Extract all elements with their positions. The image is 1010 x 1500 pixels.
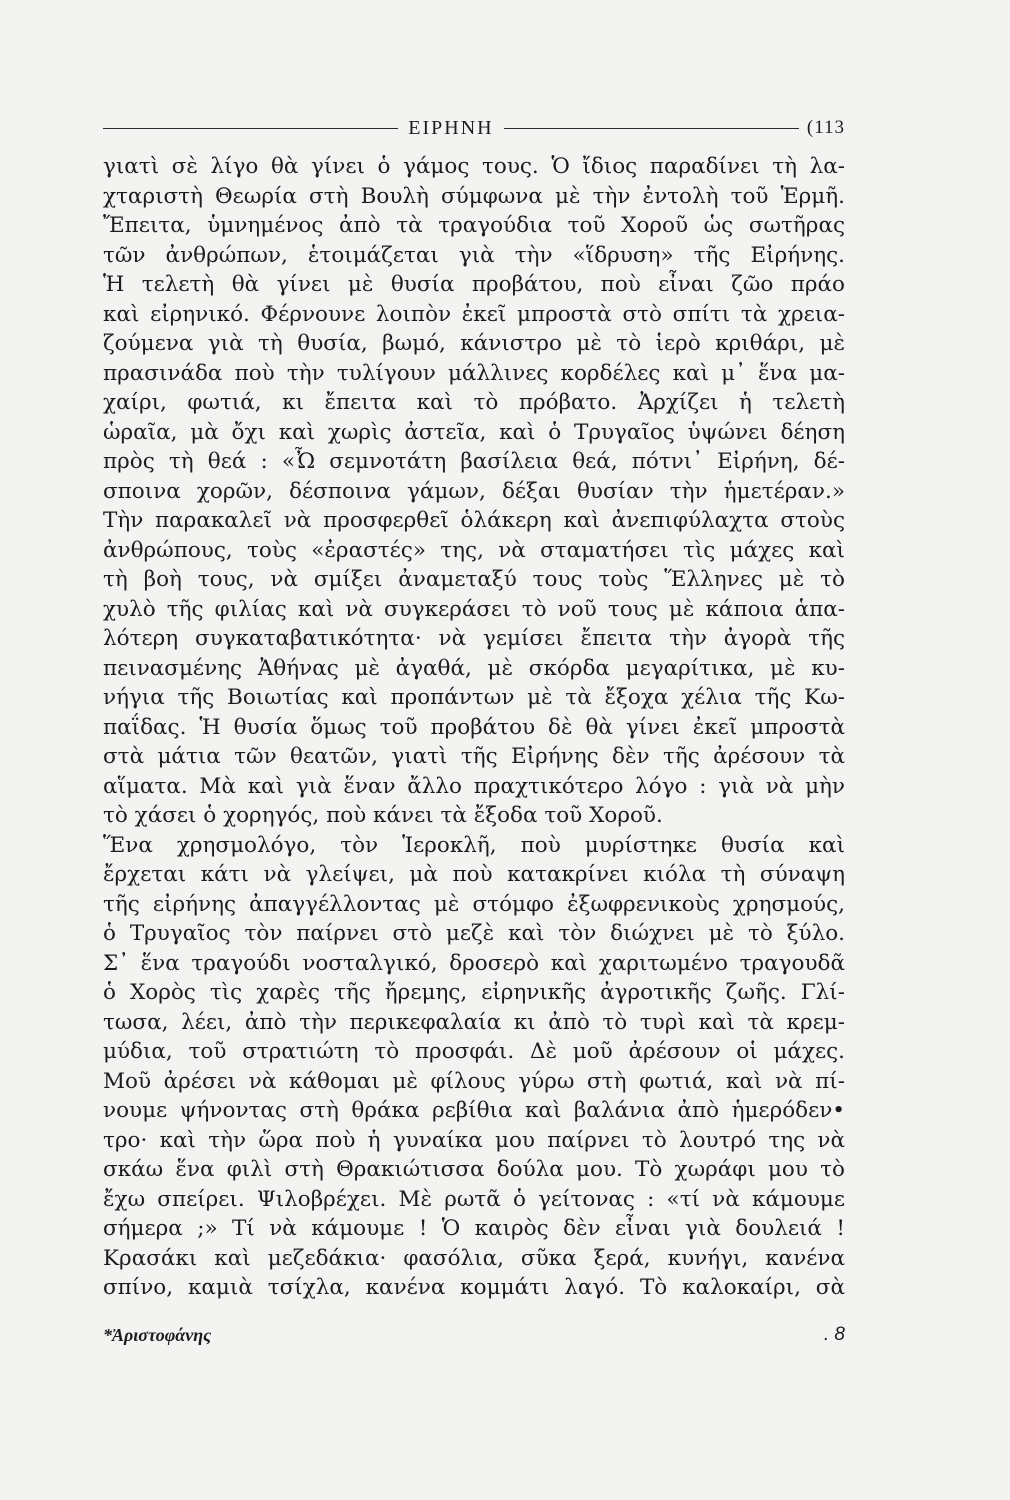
text-line: αἵματα. Μὰ καὶ γιὰ ἕναν ἄλλο πραχτικότερο λόγο : γιὰ νὰ μὴν [103,773,845,799]
text-line: τωσα, λέει, ἀπὸ τὴν περικεφαλαία κι ἀπὸ τὸ τυρὶ καὶ τὰ κρεμ- [103,1009,845,1035]
text-line: Ἕνα χρησμολόγο, τὸν Ἱεροκλῆ, ποὺ μυρίστηκε θυσία καὶ [103,832,845,858]
text-line: Τὴν παρακαλεῖ νὰ προσφερθεῖ ὁλάκερη καὶ ἀνεπιφύλαχτα στοὺς [103,508,845,533]
text-line: τῶν ἀνθρώπων, ἑτοιμάζεται γιὰ τὴν «ἵδρυση» τῆς Εἰρήνης. [103,242,845,268]
running-header [103,113,845,143]
header-rule-right [504,128,799,129]
text-line: νήγια τῆς Βοιωτίας καὶ προπάντων μὲ τὰ ἔξοχα χέλια τῆς Κω- [103,685,845,710]
text-line: σκάω ἕνα φιλὶ στὴ Θρακιώτισσα δούλα μου. Τὸ χωράφι μου τὸ [103,1157,845,1182]
text-line: σποινα χορῶν, δέσποινα γάμων, δέξαι θυσίαν τὴν ἡμετέραν.» [103,478,845,504]
text-line: καὶ εἰρηνικό. Φέρνουνε λοιπὸν ἐκεῖ μπροστὰ στὸ σπίτι τὰ χρεια- [103,301,845,327]
text-line: τρο· καὶ τὴν ὥρα ποὺ ἡ γυναίκα μου παίρνει τὸ λουτρό της νὰ [103,1127,845,1153]
text-line: σπίνο, καμιὰ τσίχλα, κανένα κομμάτι λαγό. Τὸ καλοκαίρι, σὰ [103,1275,845,1300]
page-number: (113 [806,117,845,138]
text-line: Ἔπειτα, ὑμνημένος ἀπὸ τὰ τραγούδια τοῦ Χοροῦ ὡς σωτῆρας [103,213,845,238]
text-line: ἔχω σπείρει. Ψιλοβρέχει. Μὲ ρωτᾶ ὁ γείτονας : «τί νὰ κάμουμε [103,1186,845,1212]
text-line: χυλὸ τῆς φιλίας καὶ νὰ συγκεράσει τὸ νοῦ τους μὲ κάποια ἁπα- [103,596,845,622]
text-line: πρὸς τὴ θεά : «Ὦ σεμνοτάτη βασίλεια θεά, πότνι᾽ Εἰρήνη, δέ- [103,449,845,474]
text-line: ἀνθρώπους, τοὺς «ἐραστές» της, νὰ σταματήσει τὶς μάχες καὶ [103,537,845,563]
signature-mark: *Ἀριστοφάνης [103,1324,212,1345]
text-line: πρασινάδα ποὺ τὴν τυλίγουν μάλλινες κορδέλες καὶ μ᾽ ἕνα μα- [103,360,845,386]
text-line: ὁ Τρυγαῖος τὸν παίρνει στὸ μεζὲ καὶ τὸν διώχνει μὲ τὸ ξύλο. [103,921,845,946]
text-line: μύδια, τοῦ στρατιώτη τὸ προσφάι. Δὲ μοῦ ἀρέσουν οἱ μάχες. [103,1039,845,1064]
text-line: ἔρχεται κάτι νὰ γλείψει, μὰ ποὺ κατακρίνει κιόλα τὴ σύναψη [103,862,845,887]
body-text [103,152,845,1303]
page-footer [103,1320,845,1350]
text-line: Κρασάκι καὶ μεζεδάκια· φασόλια, σῦκα ξερά, κυνήγι, κανένα [103,1245,845,1271]
text-line: Σ᾽ ἕνα τραγούδι νοσταλγικό, δροσερὸ καὶ χαριτωμένο τραγουδᾶ [103,950,845,976]
text-line: τὸ χάσει ὁ χορηγός, ποὺ κάνει τὰ ἔξοδα τοῦ Χοροῦ. [103,803,663,828]
text-line: γιατὶ σὲ λίγο θὰ γίνει ὁ γάμος τους. Ὁ ἴδιος παραδίνει τὴ λα- [103,154,845,179]
sheet-number: . 8 [823,1324,845,1345]
text-line: Ἡ τελετὴ θὰ γίνει μὲ θυσία προβάτου, ποὺ εἶναι ζῶο πράο [103,272,845,297]
text-line: παΐδας. Ἡ θυσία ὅμως τοῦ προβάτου δὲ θὰ γίνει ἐκεῖ μπροστὰ [103,714,845,740]
text-line: ὡραῖα, μὰ ὄχι καὶ χωρὶς ἀστεῖα, καὶ ὁ Τρυγαῖος ὑψώνει δέηση [103,419,845,445]
running-title: ΕΙΡΗΝΗ [408,116,494,139]
text-line: ὁ Χορὸς τὶς χαρὲς τῆς ἤρεμης, εἰρηνικῆς ἀγροτικῆς ζωῆς. Γλί- [103,980,845,1005]
header-rule-left [103,128,398,129]
text-line: χαίρι, φωτιά, κι ἔπειτα καὶ τὸ πρόβατο. Ἀρχίζει ἡ τελετὴ [103,390,845,415]
text-line: τῆς εἰρήνης ἀπαγγέλλοντας μὲ στόμφο ἐξωφρενικοὺς χρησμούς, [103,891,845,917]
text-line: χταριστὴ Θεωρία στὴ Βουλὴ σύμφωνα μὲ τὴν ἐντολὴ τοῦ Ἑρμῆ. [103,183,845,209]
text-line: τὴ βοὴ τους, νὰ σμίξει ἀναμεταξύ τους τοὺς Ἕλληνες μὲ τὸ [103,567,845,592]
text-line: πεινασμένης Ἀθήνας μὲ ἀγαθά, μὲ σκόρδα μεγαρίτικα, μὲ κυ- [103,655,845,681]
text-line: Μοῦ ἀρέσει νὰ κάθομαι μὲ φίλους γύρω στὴ φωτιά, καὶ νὰ πί- [103,1068,845,1094]
text-line: λότερη συγκαταβατικότητα· νὰ γεμίσει ἔπειτα τὴν ἀγορὰ τῆς [103,626,845,651]
text-line: στὰ μάτια τῶν θεατῶν, γιατὶ τῆς Εἰρήνης δὲν τῆς ἀρέσουν τὰ [103,744,845,769]
text-line: ζούμενα γιὰ τὴ θυσία, βωμό, κάνιστρο μὲ τὸ ἱερὸ κριθάρι, μὲ [103,331,845,356]
text-line: σήμερα ;» Τί νὰ κάμουμε ! Ὁ καιρὸς δὲν εἶναι γιὰ δουλειά ! [103,1216,845,1241]
text-line: νουμε ψήνοντας στὴ θράκα ρεβίθια καὶ βαλάνια ἀπὸ ἡμερόδεν• [103,1098,845,1123]
